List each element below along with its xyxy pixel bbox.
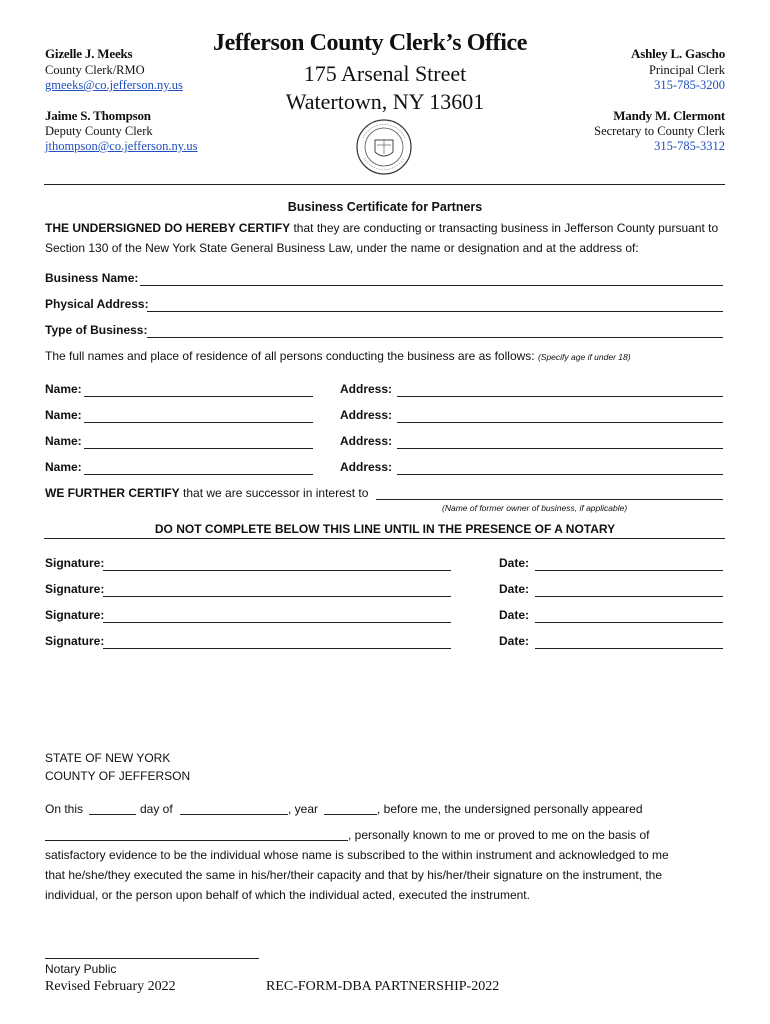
notary-year-field[interactable] <box>324 814 377 815</box>
partner-name-label: Name: <box>45 382 82 396</box>
signature-field[interactable] <box>103 622 451 623</box>
deputy-clerk-email-link[interactable]: jthompson@co.jefferson.ny.us <box>45 139 198 153</box>
partner-address-label: Address: <box>340 382 393 396</box>
principal-clerk-name: Ashley L. Gascho <box>631 46 725 61</box>
partner-name-field[interactable] <box>84 448 313 449</box>
deputy-clerk-role: Deputy County Clerk <box>45 124 153 138</box>
notary-paragraph-line: that he/she/they executed the same in his/her/their capacity and that by his/her/their signature on the instrument, the <box>45 868 663 882</box>
signature-label: Signature: <box>45 634 105 648</box>
persons-intro-text: The full names and place of residence of all persons conducting the business are as follows: <box>45 349 538 363</box>
persons-intro <box>45 346 631 367</box>
partner-address-field[interactable] <box>397 474 723 475</box>
secretary-phone: 315-785-3312 <box>654 139 725 153</box>
county-seal-icon <box>355 118 413 181</box>
date-field[interactable] <box>535 570 723 571</box>
further-certify <box>45 483 368 503</box>
partner-name-label: Name: <box>45 408 82 422</box>
partner-address-field[interactable] <box>397 422 723 423</box>
date-label: Date: <box>499 556 530 570</box>
notary-public-label: Notary Public <box>45 962 117 976</box>
partner-name-field[interactable] <box>84 396 313 397</box>
further-certify-lead: WE FURTHER CERTIFY <box>45 486 180 500</box>
secretary-name: Mandy M. Clermont <box>613 108 725 123</box>
partner-name-field[interactable] <box>84 474 313 475</box>
partner-name-field[interactable] <box>84 422 313 423</box>
notary-paragraph-line: satisfactory evidence to be the individual whose name is subscribed to the within instrument and acknowledged to me <box>45 848 669 862</box>
signature-field[interactable] <box>103 596 451 597</box>
revised-date: Revised February 2022 <box>45 979 176 994</box>
notary-on-this: On this <box>45 802 84 816</box>
signature-label: Signature: <box>45 608 105 622</box>
certify-lead: THE UNDERSIGNED DO HEREBY CERTIFY <box>45 221 291 235</box>
date-field[interactable] <box>535 648 723 649</box>
office-street: 175 Arsenal Street <box>303 61 467 86</box>
partner-address-label: Address: <box>340 460 393 474</box>
notary-before-me: , before me, the undersigned personally appeared <box>377 802 643 816</box>
date-label: Date: <box>499 582 530 596</box>
signature-label: Signature: <box>45 582 105 596</box>
type-of-business-label: Type of Business: <box>45 323 148 337</box>
notary-divider <box>44 538 725 539</box>
notary-appeared-name-field[interactable] <box>45 840 348 841</box>
partner-name-label: Name: <box>45 460 82 474</box>
secretary-role: Secretary to County Clerk <box>594 124 725 138</box>
partner-address-label: Address: <box>340 434 393 448</box>
notary-paragraph <box>45 845 735 905</box>
notary-paragraph-line: individual, or the person upon behalf of which the individual acted, executed the instrument. <box>45 888 530 902</box>
county-clerk-name: Gizelle J. Meeks <box>45 46 133 61</box>
persons-age-note: (Specify age if under 18) <box>537 352 631 362</box>
notary-day-of: day of <box>140 802 173 816</box>
notary-year-label: , year <box>288 802 319 816</box>
principal-clerk-phone: 315-785-3200 <box>654 78 725 92</box>
notary-personally-known: , personally known to me or proved to me on the basis of <box>348 828 650 842</box>
principal-clerk-role: Principal Clerk <box>648 63 725 77</box>
further-certify-rest: that we are successor in interest to <box>179 486 369 500</box>
partner-address-label: Address: <box>340 408 393 422</box>
partner-address-field[interactable] <box>397 448 723 449</box>
notary-day-field[interactable] <box>89 814 136 815</box>
certify-rest-2: Section 130 of the New York State General Business Law, under the name or designation and at the address of: <box>45 241 639 255</box>
county-clerk-role: County Clerk/RMO <box>45 63 145 77</box>
date-label: Date: <box>499 634 530 648</box>
former-owner-note: (Name of former owner of business, if applicable) <box>442 503 628 513</box>
date-field[interactable] <box>535 622 723 623</box>
deputy-clerk-name: Jaime S. Thompson <box>45 108 151 123</box>
physical-address-label: Physical Address: <box>45 297 149 311</box>
business-name-label: Business Name: <box>45 271 139 285</box>
signature-label: Signature: <box>45 556 105 570</box>
notary-warning: DO NOT COMPLETE BELOW THIS LINE UNTIL IN THE PRESENCE OF A NOTARY <box>154 522 616 536</box>
physical-address-field[interactable] <box>147 311 723 312</box>
signature-field[interactable] <box>103 648 451 649</box>
form-title: Business Certificate for Partners <box>287 200 483 214</box>
notary-month-field[interactable] <box>180 814 288 815</box>
header-divider <box>44 184 725 185</box>
date-field[interactable] <box>535 596 723 597</box>
office-city: Watertown, NY 13601 <box>285 89 485 114</box>
business-name-field[interactable] <box>140 285 723 286</box>
notary-county: COUNTY OF JEFFERSON <box>45 769 191 783</box>
signature-field[interactable] <box>103 570 451 571</box>
form-id: REC-FORM-DBA PARTNERSHIP-2022 <box>266 979 500 994</box>
type-of-business-field[interactable] <box>147 337 723 338</box>
county-clerk-email-link[interactable]: gmeeks@co.jefferson.ny.us <box>45 78 183 92</box>
partner-name-label: Name: <box>45 434 82 448</box>
former-owner-field[interactable] <box>376 499 723 500</box>
office-title: Jefferson County Clerk’s Office <box>213 30 527 56</box>
certify-paragraph <box>45 218 735 258</box>
partner-address-field[interactable] <box>397 396 723 397</box>
date-label: Date: <box>499 608 530 622</box>
notary-state: STATE OF NEW YORK <box>45 751 171 765</box>
certify-rest-1: that they are conducting or transacting business in Jefferson County pursuant to <box>290 221 719 235</box>
